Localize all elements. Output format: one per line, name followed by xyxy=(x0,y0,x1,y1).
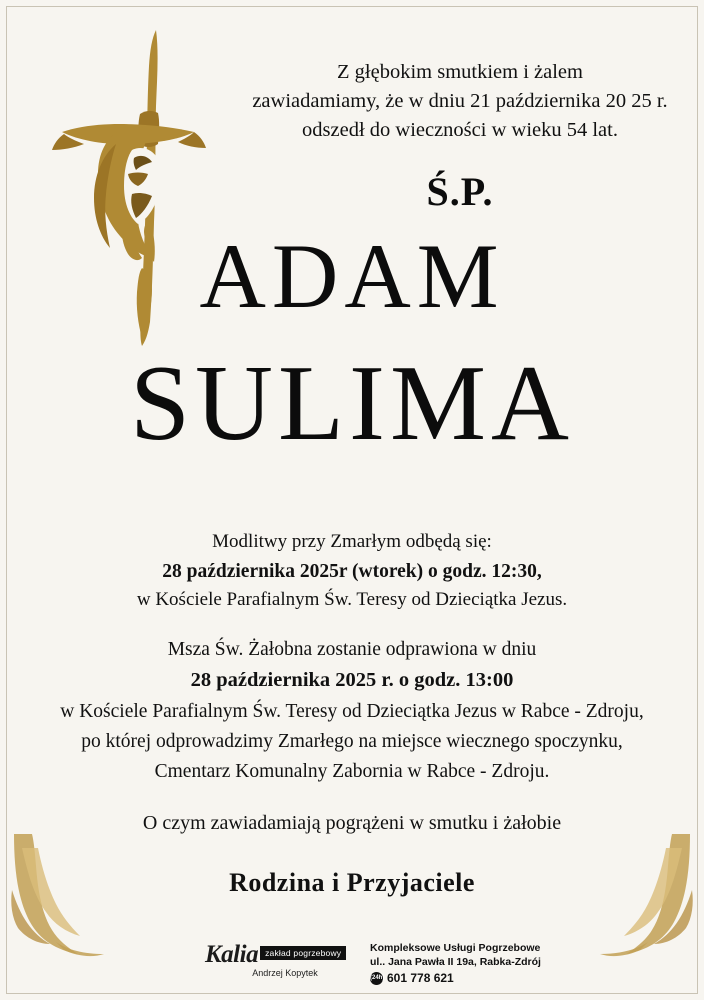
prayers-line-1: Modlitwy przy Zmarłym odbędą się: xyxy=(212,531,492,552)
family-signature: Rodzina i Przyjaciele xyxy=(229,868,475,897)
announcement-text: O czym zawiadamiają pogrążeni w smutku i żałobie xyxy=(142,812,562,834)
mass-location: w Kościele Parafialnym Św. Teresy od Dzieciątka Jezus w Rabce - Zdroju, xyxy=(60,700,644,722)
phone-icon: (24h) xyxy=(370,972,383,985)
deceased-last-name: SULIMA xyxy=(129,344,575,463)
contact-address: ul.. Jana Pawła II 19a, Rabka-Zdrój xyxy=(370,956,541,969)
honorific: Ś.P. xyxy=(426,169,494,214)
contact-phone-row xyxy=(370,970,670,986)
funeral-home-logo xyxy=(205,942,365,990)
logo-owner-name: Andrzej Kopytek xyxy=(252,968,318,978)
logo-badge: zakład pogrzebowy xyxy=(260,946,346,960)
intro-line-1: Z głębokim smutkiem i żalem xyxy=(337,61,583,83)
prayers-info xyxy=(0,528,704,614)
mass-line-1: Msza Św. Żałobna zostanie odprawiona w dniu xyxy=(167,639,537,660)
deceased-first-name: ADAM xyxy=(199,225,505,327)
footer xyxy=(0,938,704,996)
mass-cemetery: Cmentarz Komunalny Zabornia w Rabce - Zdroju. xyxy=(154,761,550,783)
prayers-datetime: 28 października 2025r (wtorek) o godz. 12:30, xyxy=(162,560,542,582)
intro-line-3: odszedł do wieczności w wieku 54 lat. xyxy=(302,119,618,142)
logo-name: Kalia xyxy=(205,941,259,968)
contact-info xyxy=(370,941,670,987)
mass-procession: po której odprowadzimy Zmarłego na miejsce wiecznego spoczynku, xyxy=(81,731,623,753)
prayers-location: w Kościele Parafialnym Św. Teresy od Dzieciątka Jezus. xyxy=(136,588,568,610)
contact-services: Kompleksowe Usługi Pogrzebowe xyxy=(370,942,541,954)
mass-datetime: 28 października 2025 r. o godz. 13:00 xyxy=(190,669,514,692)
mass-info xyxy=(0,635,704,788)
intro-text xyxy=(240,58,680,145)
intro-line-2: zawiadamiamy, że w dniu 21 października 20 25 r. xyxy=(252,90,668,113)
contact-phone-number: 601 778 621 xyxy=(387,971,454,986)
